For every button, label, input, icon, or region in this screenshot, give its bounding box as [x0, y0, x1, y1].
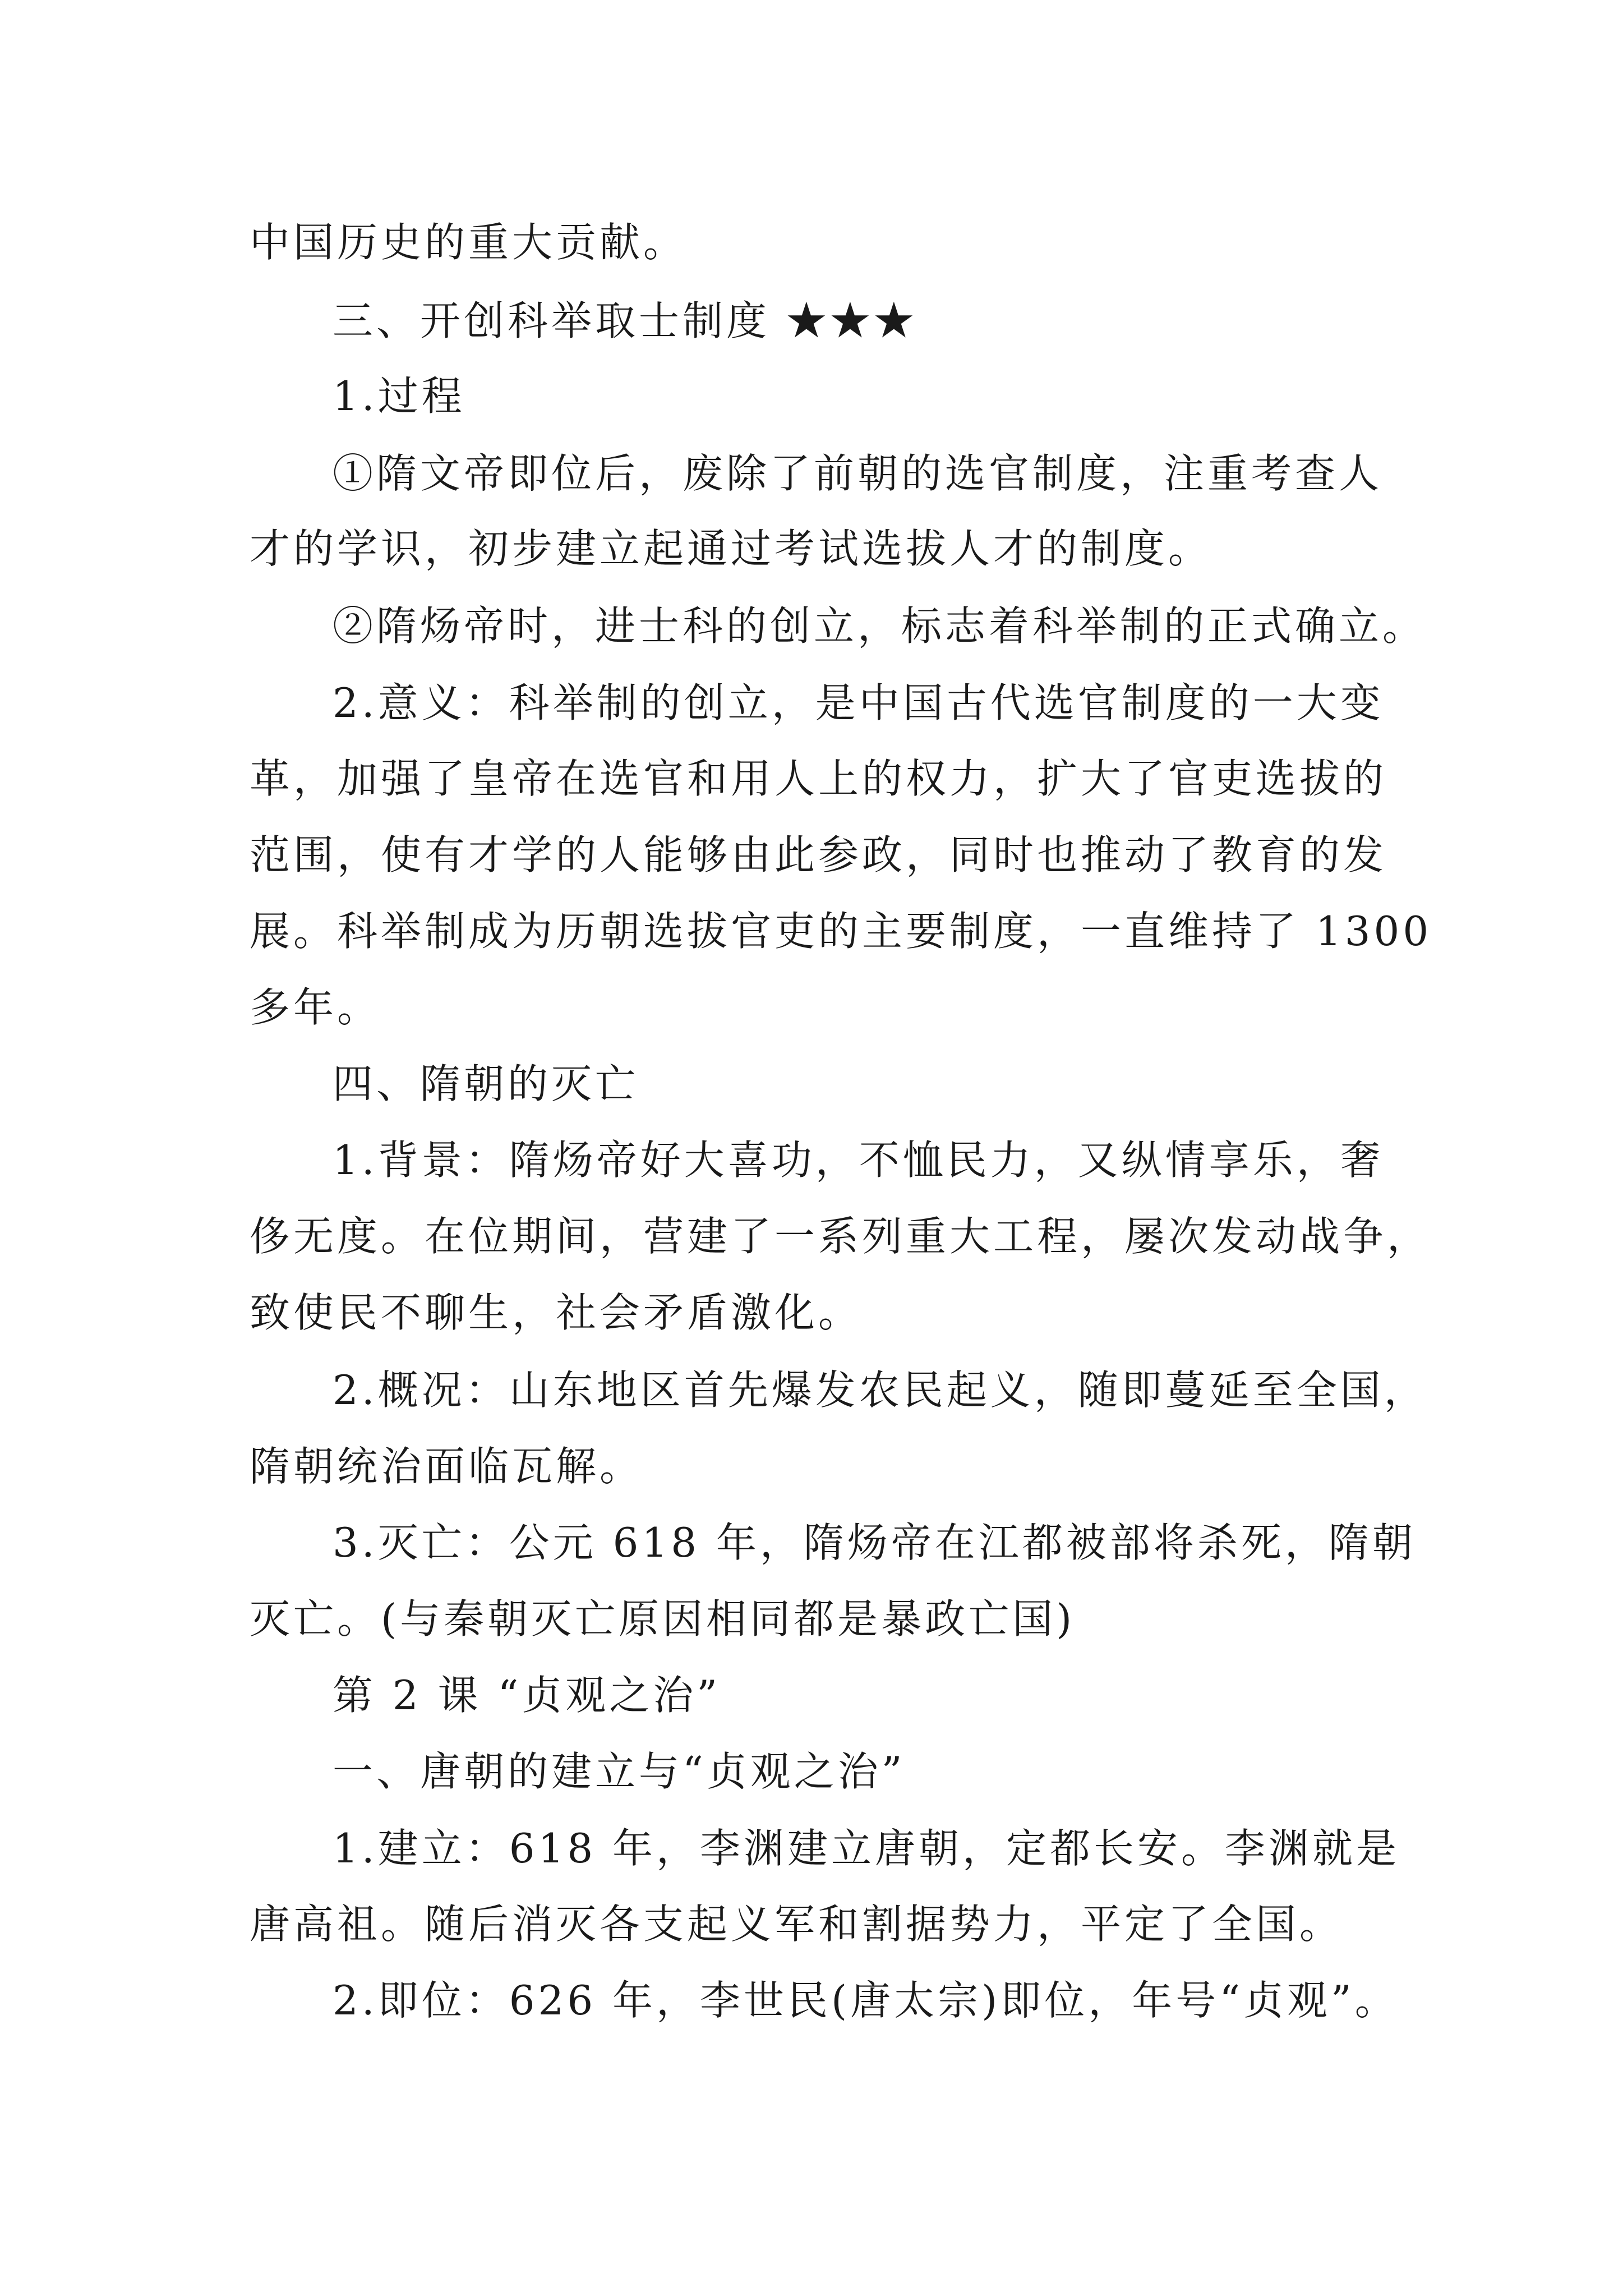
text-line: 范围，使有才学的人能够由此参政，同时也推动了教育的发: [250, 831, 1387, 878]
text-line: 2.即位：626 年，李世民(唐太宗)即位，年号“贞观”。: [333, 1977, 1399, 2024]
text-line: 侈无度。在位期间，营建了一系列重大工程，屡次发动战争，: [250, 1213, 1431, 1260]
text-line: 中国历史的重大贡献。: [250, 219, 688, 266]
section-heading: 四、隋朝的灭亡: [333, 1060, 639, 1107]
text-line: 才的学识，初步建立起通过考试选拔人才的制度。: [250, 525, 1212, 572]
text-line: 3.灭亡：公元 618 年，隋炀帝在江都被部将杀死，隋朝: [333, 1519, 1416, 1566]
text-line: 展。科举制成为历朝选拔官吏的主要制度，一直维持了 1300: [250, 908, 1432, 955]
text-line: 隋朝统治面临瓦解。: [250, 1443, 644, 1490]
text-line: 革，加强了皇帝在选官和用人上的权力，扩大了官吏选拔的: [250, 755, 1387, 802]
text-line: 灭亡。(与秦朝灭亡原因相同都是暴政亡国): [250, 1595, 1076, 1642]
text-line: 多年。: [250, 984, 381, 1031]
section-heading: 三、开创科举取士制度 ★★★: [333, 297, 917, 344]
text-line: ②隋炀帝时，进士科的创立，标志着科举制的正式确立。: [333, 602, 1427, 650]
subheading: 1.过程: [333, 372, 465, 420]
text-line: 2.概况：山东地区首先爆发农民起义，随即蔓延至全国，: [333, 1366, 1428, 1414]
lesson-heading: 第 2 课 “贞观之治”: [333, 1672, 721, 1719]
text-line: 2.意义：科举制的创立，是中国古代选官制度的一大变: [333, 679, 1384, 726]
text-line: 1.背景：隋炀帝好大喜功，不恤民力，又纵情享乐，奢: [333, 1137, 1384, 1184]
text-line: 唐高祖。随后消灭各支起义军和割据势力，平定了全国。: [250, 1901, 1344, 1948]
section-heading: 一、唐朝的建立与“贞观之治”: [333, 1748, 906, 1795]
text-line: 1.建立：618 年，李渊建立唐朝，定都长安。李渊就是: [333, 1825, 1400, 1872]
text-line: ①隋文帝即位后，废除了前朝的选官制度，注重考查人: [333, 450, 1383, 497]
text-line: 致使民不聊生，社会矛盾激化。: [250, 1289, 863, 1336]
